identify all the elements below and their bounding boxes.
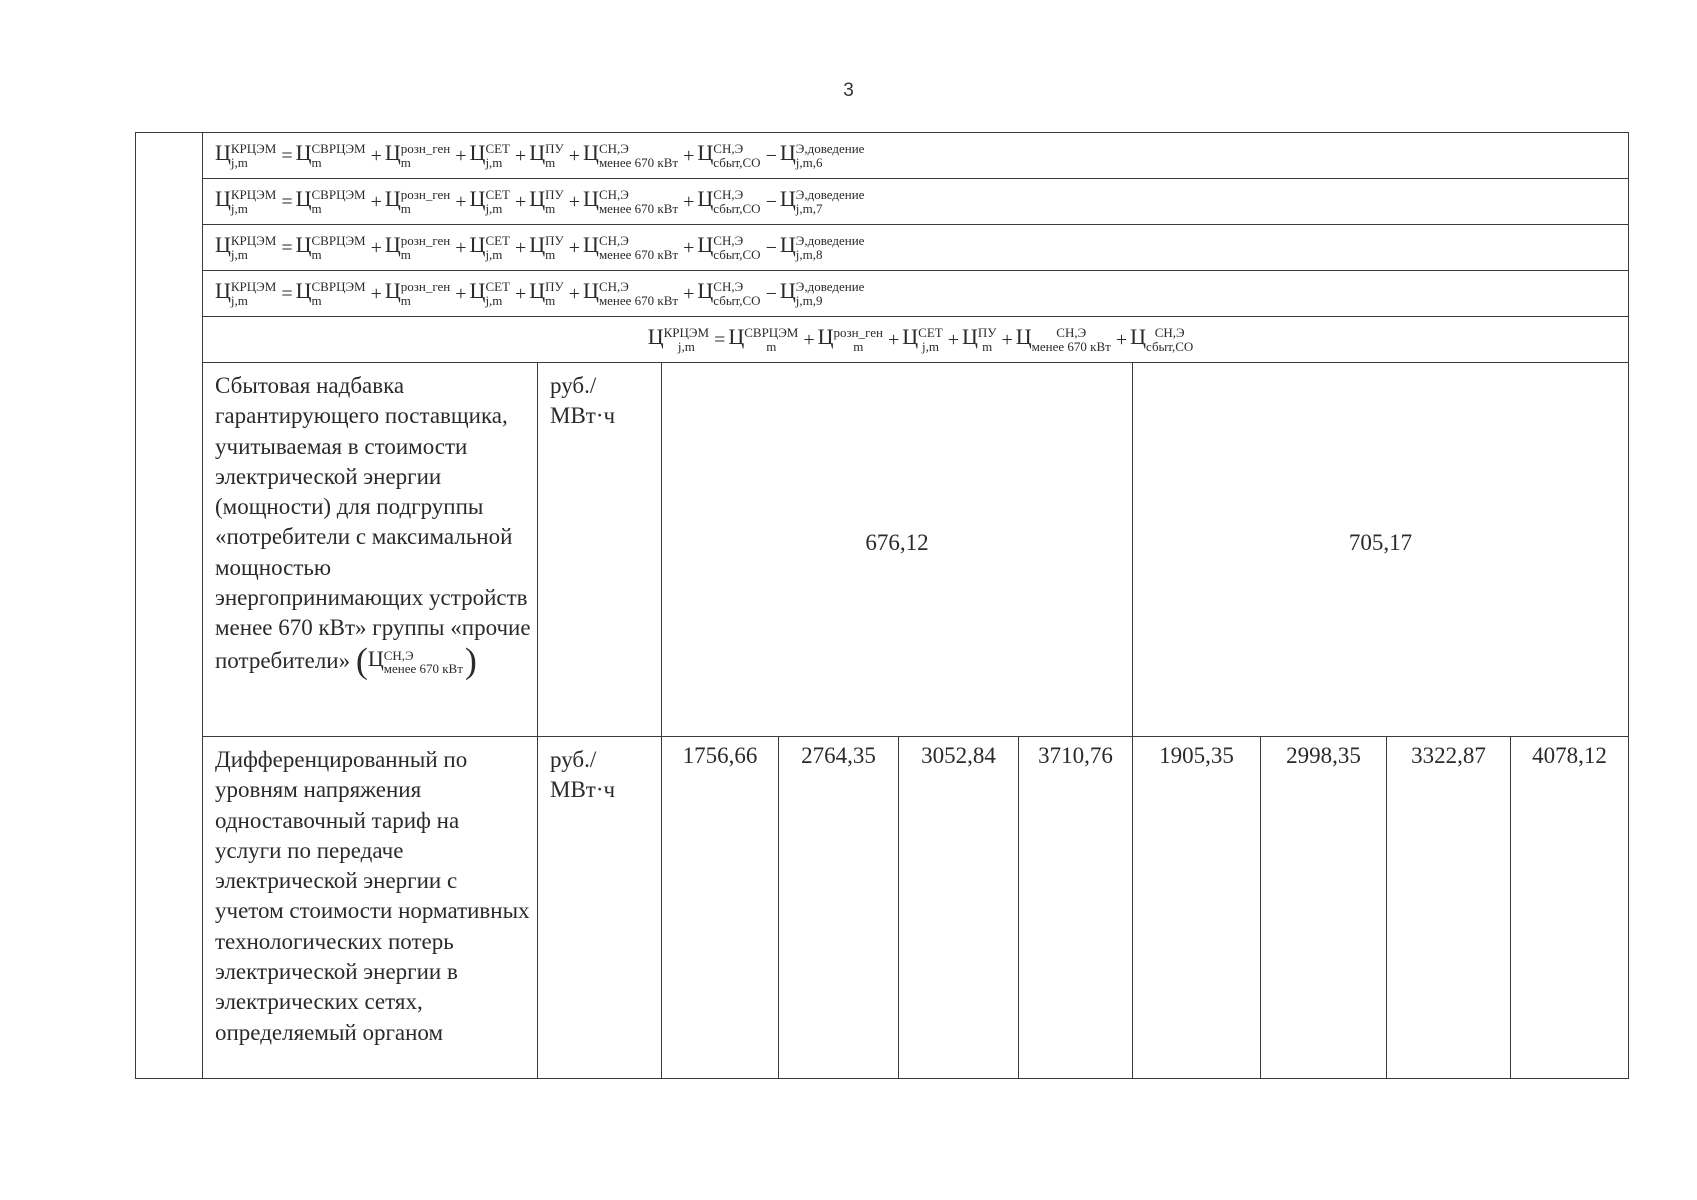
tariff-table	[135, 132, 1629, 1079]
formula-row-center	[203, 317, 1629, 363]
markup-label: Сбытовая надбавка гарантирующего поставщика, учитываемая в стоимости электрической энергии (мощности) для подгруппы «потребители с максимальной мощностью энергопринимающих устройств менее 670 кВт» группы «прочие потребители»	[215, 373, 531, 673]
formula-term: Ц розн_ген m	[384, 232, 451, 262]
formula-term: Ц Э,доведение j,m,6	[779, 140, 865, 170]
formula-term: Ц розн_ген m	[817, 324, 883, 354]
formula-term: Ц ПУ m	[529, 278, 564, 308]
formula-term: Ц розн_ген m	[384, 278, 451, 308]
formula-lhs: Ц КРЦЭМ j,m	[215, 232, 277, 262]
formula-operator: +	[888, 328, 900, 351]
tariff-value: 2998,35	[1261, 737, 1387, 1079]
formula-term: Ц СН,Э менее 670 кВт	[583, 232, 679, 262]
left-margin-cell	[136, 133, 203, 1079]
formula-operator: +	[515, 190, 527, 213]
formula-row	[203, 179, 1629, 225]
formula-operator: −	[765, 144, 777, 167]
formula-term: Ц СН,Э сбыт,СО	[1130, 324, 1194, 354]
formula-operator: +	[1001, 328, 1013, 351]
formula-operator: +	[683, 282, 695, 305]
formula-row	[203, 271, 1629, 317]
tariff-value: 1905,35	[1133, 737, 1261, 1079]
formula-term: Ц СН,Э менее 670 кВт	[583, 278, 679, 308]
tariff-label: Дифференцированный по уровням напряжения одноставочный тариф на услуги по передаче электрической энергии с учетом стоимости нормативных технологических потерь электрической энергии в электрических сетях, определяемый органом	[203, 737, 538, 1079]
markup-value-2: 705,17	[1133, 363, 1629, 737]
formula-operator: +	[1115, 328, 1128, 351]
formula-term: Ц Э,доведение j,m,7	[779, 186, 865, 216]
formula-term: Ц СН,Э сбыт,СО	[697, 278, 761, 308]
formula-term: Ц СЕТ j,m	[469, 186, 510, 216]
formula-operator: +	[683, 236, 695, 259]
formula-term: Ц ПУ m	[529, 186, 564, 216]
formula-term: Ц СН,Э менее 670 кВт	[1015, 324, 1111, 354]
formula-operator: +	[370, 282, 382, 305]
formula-term: Ц СН,Э сбыт,СО	[697, 140, 761, 170]
formula-operator: +	[568, 236, 581, 259]
formula-term: Ц розн_ген m	[384, 140, 451, 170]
formula-operator: +	[947, 328, 960, 351]
formula-operator: +	[370, 236, 382, 259]
formula-operator: +	[455, 282, 467, 305]
formula-operator: −	[765, 282, 777, 305]
formula-term: Ц СН,Э сбыт,СО	[697, 232, 761, 262]
tariff-value: 3710,76	[1019, 737, 1133, 1079]
tariff-value: 2764,35	[779, 737, 899, 1079]
markup-label-cell	[203, 363, 538, 737]
formula-lhs: Ц КРЦЭМ j,m	[215, 186, 277, 216]
formula-operator: +	[515, 236, 527, 259]
formula-operator: +	[568, 190, 581, 213]
formula-operator: +	[370, 190, 382, 213]
formula-operator: −	[765, 236, 777, 259]
formula-term: Ц ПУ m	[962, 324, 997, 354]
formula-term: Ц СЕТ j,m	[469, 140, 510, 170]
formula-term: Ц СВРЦЭМ m	[295, 186, 366, 216]
formula-operator: =	[281, 144, 293, 167]
formula-lhs: Ц КРЦЭМ j,m	[215, 140, 277, 170]
formula-term: Ц розн_ген m	[384, 186, 451, 216]
formula-operator: −	[765, 190, 777, 213]
tariff-value: 3052,84	[899, 737, 1019, 1079]
formula-row	[203, 133, 1629, 179]
formula-operator: =	[281, 282, 293, 305]
formula-term: Ц СВРЦЭМ m	[295, 140, 366, 170]
formula-row	[203, 225, 1629, 271]
formula-term: Ц СВРЦЭМ m	[295, 232, 366, 262]
formula-term: Ц Э,доведение j,m,8	[779, 232, 865, 262]
markup-unit: руб./ МВт·ч	[538, 363, 662, 737]
formula-term: Ц СЕТ j,m	[469, 278, 510, 308]
formula-term: Ц СН,Э менее 670 кВт	[583, 186, 679, 216]
formula-term: Ц ПУ m	[529, 140, 564, 170]
tariff-value: 1756,66	[662, 737, 779, 1079]
formula-operator: +	[515, 144, 527, 167]
formula-lhs: Ц КРЦЭМ j,m	[215, 278, 277, 308]
formula-operator: +	[568, 282, 581, 305]
formula-operator: +	[568, 144, 581, 167]
formula-operator: +	[455, 190, 467, 213]
formula-operator: +	[515, 282, 527, 305]
tariff-value: 3322,87	[1387, 737, 1511, 1079]
page-number: 3	[843, 80, 854, 101]
formula-term: Ц СВРЦЭМ m	[728, 324, 799, 354]
markup-value-1: 676,12	[662, 363, 1133, 737]
formula-term: Ц Э,доведение j,m,9	[779, 278, 865, 308]
formula-lhs: Ц КРЦЭМ j,m	[647, 324, 710, 354]
tariff-value: 4078,12	[1511, 737, 1629, 1079]
markup-label-formula: (Ц СН,Э менее 670 кВт )	[355, 639, 477, 680]
formula-operator: +	[455, 236, 467, 259]
formula-term: Ц СЕТ j,m	[902, 324, 943, 354]
formula-operator: +	[803, 328, 815, 351]
formula-operator: +	[370, 144, 382, 167]
formula-operator: =	[281, 236, 293, 259]
formula-operator: +	[455, 144, 467, 167]
formula-term: Ц СН,Э сбыт,СО	[697, 186, 761, 216]
formula-term: Ц ПУ m	[529, 232, 564, 262]
formula-term: Ц СН,Э менее 670 кВт	[583, 140, 679, 170]
formula-operator: +	[683, 190, 695, 213]
formula-operator: =	[281, 190, 293, 213]
tariff-unit: руб./ МВт·ч	[538, 737, 662, 1079]
formula-operator: =	[714, 328, 726, 351]
formula-operator: +	[683, 144, 695, 167]
formula-term: Ц СВРЦЭМ m	[295, 278, 366, 308]
formula-term: Ц СЕТ j,m	[469, 232, 510, 262]
